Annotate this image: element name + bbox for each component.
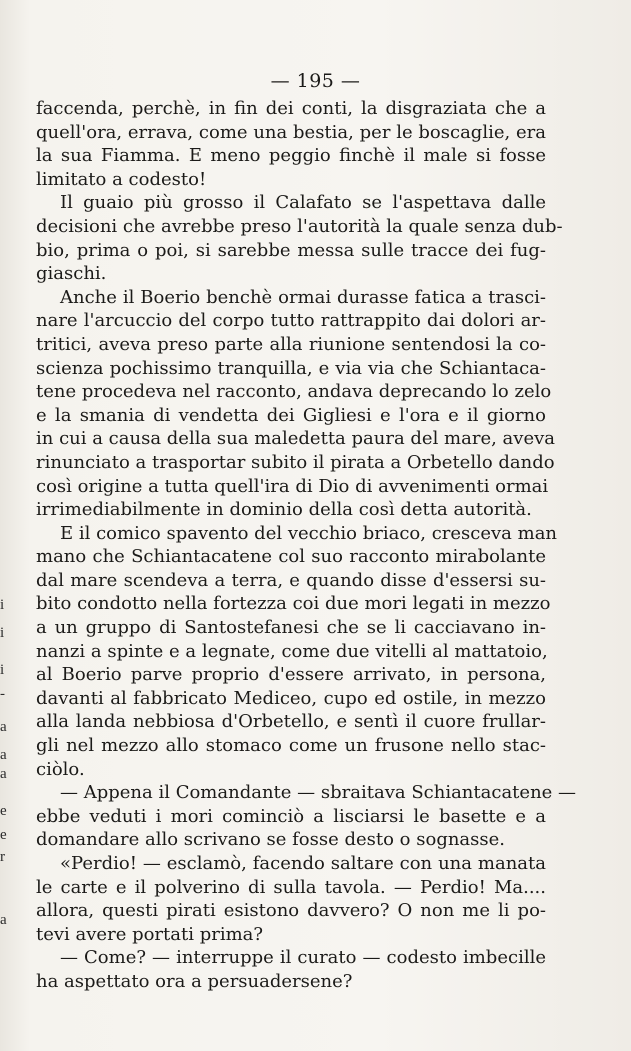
page-number: — 195 — <box>270 70 361 92</box>
bleed-letter: r <box>0 849 5 865</box>
text-line: bio, prima o poi, si sarebbe messa sulle tracce dei fug- <box>36 239 546 261</box>
text-line: giaschi. <box>36 263 107 285</box>
bleed-letter: - <box>0 686 5 702</box>
bleed-letter: a <box>0 766 7 782</box>
text-line: rinunciato a trasportar subito il pirata a Orbetello dando <box>36 451 555 473</box>
text-line: nanzi a spinte e a legnate, come due vitelli al mattatoio, <box>36 640 548 662</box>
bleed-letter: i <box>0 625 5 641</box>
text-line: allora, questi pirati esistono davvero? O non me li po- <box>36 900 546 922</box>
text-line: a un gruppo di Santostefanesi che se li cacciavano in- <box>36 617 546 639</box>
text-line: tevi avere portati prima? <box>36 923 264 945</box>
text-line: limitato a codesto! <box>36 168 207 190</box>
text-line: bito condotto nella fortezza coi due mori legati in mezzo <box>36 593 551 615</box>
text-line: tene procedeva nel racconto, andava deprecando lo zelo <box>36 381 552 403</box>
bleed-letter: i <box>0 597 5 613</box>
text-line: gli nel mezzo allo stomaco come un frusone nello stac- <box>36 735 546 757</box>
text-line: «Perdio! — esclamò, facendo saltare con una manata <box>60 853 546 874</box>
text-line: domandare allo scrivano se fosse desto o sognasse. <box>36 829 506 851</box>
text-line: le carte e il polverino di sulla tavola. — Perdio! Ma.... <box>36 876 546 898</box>
text-line: così origine a tutta quell'ira di Dio di avvenimenti ormai <box>36 475 549 497</box>
text-line: dal mare scendeva a terra, e quando disse d'essersi su- <box>36 569 546 591</box>
text-line: Anche il Boerio benchè ormai durasse fatica a trasci- <box>60 286 546 308</box>
bleed-letter: e <box>0 827 7 843</box>
facing-page-bleed <box>0 0 14 1051</box>
text-line: E il comico spavento del vecchio briaco, cresceva man <box>60 522 558 544</box>
text-line: ha aspettato ora a persuadersene? <box>36 970 353 992</box>
text-line: davanti al fabbricato Mediceo, cupo ed ostile, in mezzo <box>36 687 546 709</box>
text-line: irrimediabilmente in dominio della così detta autorità. <box>36 499 532 521</box>
body-text <box>36 97 577 994</box>
text-line: Il guaio più grosso il Calafato se l'aspettava dalle <box>60 192 546 214</box>
text-line: quell'ora, errava, come una bestia, per le boscaglie, era <box>36 121 546 143</box>
bleed-letter: a <box>0 747 7 763</box>
bleed-letter: a <box>0 719 7 735</box>
text-line: faccenda, perchè, in fin dei conti, la disgraziata che a <box>36 98 546 119</box>
text-line: al Boerio parve proprio d'essere arrivato, in persona, <box>36 664 546 686</box>
text-line: decisioni che avrebbe preso l'autorità la quale senza dub- <box>36 215 563 237</box>
text-line: scienza pochissimo tranquilla, e via via che Schiantaca- <box>36 357 546 379</box>
text-line: ebbe veduti i mori cominciò a lisciarsi le basette e a <box>36 805 546 827</box>
text-line: — Come? — interruppe il curato — codesto imbecille <box>60 947 546 969</box>
bleed-letter: a <box>0 912 7 928</box>
text-line: nare l'arcuccio del corpo tutto rattrappito dai dolori ar- <box>36 310 546 332</box>
bleed-letter: i <box>0 662 5 678</box>
text-line: alla landa nebbiosa d'Orbetello, e sentì il cuore frullar- <box>36 711 546 733</box>
text-line: mano che Schiantacatene col suo racconto mirabolante <box>36 546 546 568</box>
text-line: — Appena il Comandante — sbraitava Schiantacatene — <box>60 782 577 804</box>
text-line: ciòlo. <box>36 758 85 780</box>
text-line: e la smania di vendetta dei Gigliesi e l'ora e il giorno <box>36 404 546 426</box>
text-line: tritici, aveva preso parte alla riunione sentendosi la co- <box>36 333 546 355</box>
text-line: in cui a causa della sua maledetta paura del mare, aveva <box>36 428 556 450</box>
text-line: la sua Fiamma. E meno peggio finchè il male si fosse <box>36 145 546 167</box>
bleed-letter: e <box>0 803 7 819</box>
